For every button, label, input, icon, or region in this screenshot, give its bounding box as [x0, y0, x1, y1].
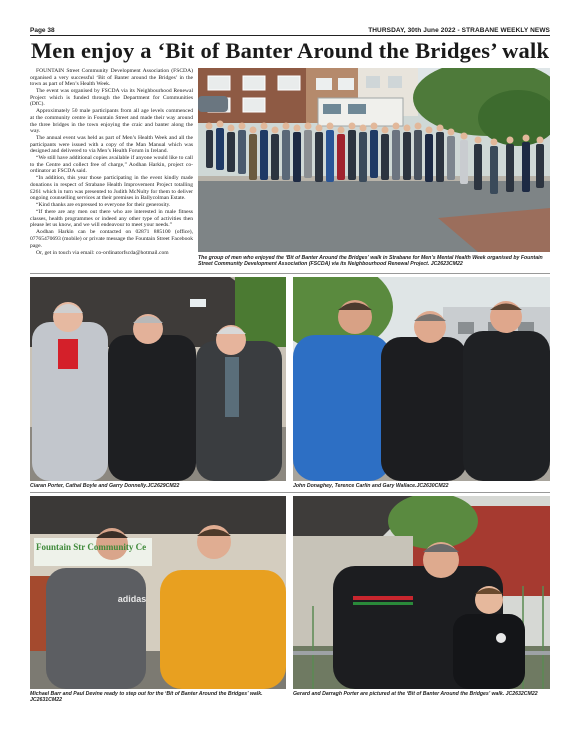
- article-paragraph: The annual event was held as part of Men’s Health Week and all the participants were issued with a copy of the Man Manual which was designed and delivered to via Men’s Health Forum in Ireland.: [30, 135, 193, 155]
- article-paragraph: “Kind thanks are expressed to everyone for their generosity.: [36, 202, 171, 209]
- photo-father-son: [293, 496, 550, 689]
- issue-dateline: THURSDAY, 30th June 2022 - STRABANE WEEKLY NEWS: [368, 27, 550, 34]
- article-paragraph: Or, get in touch via email: co-ordinatorfscda@hotmail.com: [36, 249, 169, 256]
- header-rule: [30, 35, 550, 36]
- photo2-caption: John Donaghey, Terence Carlin and Gary Wallace.JC2630CM22: [293, 483, 449, 489]
- article-paragraph: Aodhan Harkin can be contacted on 02871 885100 (office), 07765470693 (mobile) or private message the Fountain Street Facebook page.: [30, 229, 193, 249]
- photo-three-men-left: [30, 277, 286, 481]
- shirt-logo-text: adidas: [117, 594, 147, 604]
- article-paragraph: “If there are any men out there who are interested in male fitness classes, health programmes or indeed any other type of activities then please let us know, and we will endeavour to meet your needs.”: [30, 209, 193, 229]
- article-paragraph: “In addition, this year those participating in the event kindly made donations in respect of Strabane Health Improvement Project totalling £261 which in turn was presented to Judith McNulty for them to deliver ongoing counselling services at their premises in Ballycolman Estate.: [30, 175, 193, 202]
- main-photo-caption: The group of men who enjoyed the ‘Bit of Banter Around the Bridges’ walk in Strabane for Men’s Mental Health Week organised by Fountain Street Community Development Association (FSCDA) via its Neighbourhood Renewal Project. JC2623CM22: [198, 255, 543, 268]
- main-group-photo: [198, 68, 550, 252]
- section-divider: [30, 492, 550, 493]
- article-paragraph: FOUNTAIN Street Community Development Association (FSCDA) organised a very successful ‘Bit of Banter around the Bridges’ in the town as part of Men’s Health Week.: [30, 68, 193, 88]
- article-paragraph: Approximately 50 male participants from all age levels commenced at the community centre in Fountain Street and made their way around the three bridges in the town enjoying the craic and banter along the way.: [30, 108, 193, 135]
- article-body: [30, 68, 193, 268]
- page-number: Page 38: [30, 27, 55, 34]
- headline: Men enjoy a ‘Bit of Banter Around the Bridges’ walk: [30, 38, 550, 63]
- section-divider: [30, 273, 550, 274]
- community-sign-text: Fountain Str Community Ce: [36, 542, 147, 552]
- article-paragraph: The event was organised by FSCDA via its Neighbourhood Renewal Project which is funded through the Department for Communities (DfC).: [30, 88, 193, 108]
- photo-two-men-centre: [30, 496, 286, 689]
- photo1-caption: Ciaran Porter, Cathal Boyle and Garry Donnelly.JC2629CM22: [30, 483, 180, 489]
- article-paragraph: “We still have additional copies available if anyone would like to call to the Centre and collect free of charge,” Aodhan Harkin, project co-ordinator at FSCDA said.: [30, 155, 193, 175]
- photo3-caption: Michael Barr and Paul Devine ready to step out for the ‘Bit of Banter Around the Bridges’ walk. JC2631CM22: [30, 691, 263, 704]
- photo-three-men-right: [293, 277, 550, 481]
- photo4-caption: Gerard and Darragh Porter are pictured at the ‘Bit of Banter Around the Bridges’ walk. JC2632CM22: [293, 691, 538, 697]
